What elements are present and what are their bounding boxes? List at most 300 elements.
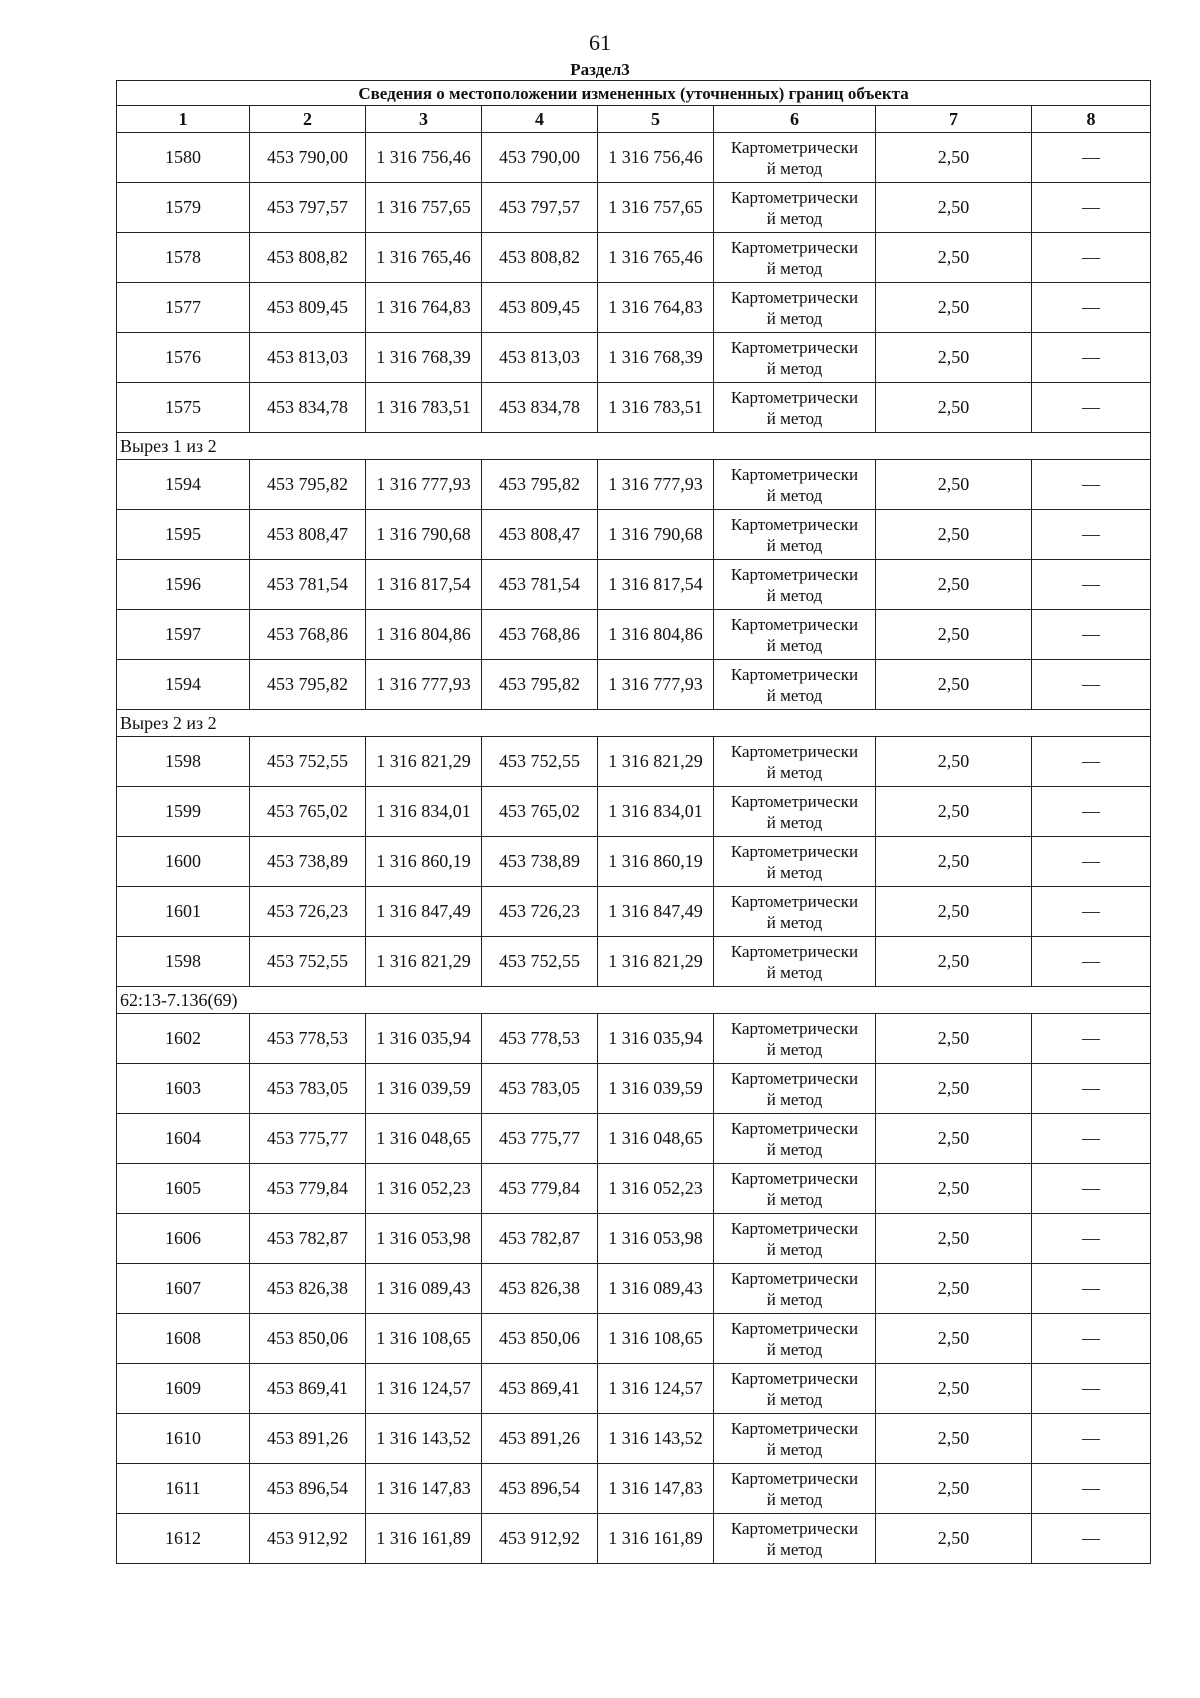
table-row: [117, 1214, 1151, 1264]
description-cell: —: [1032, 737, 1151, 787]
new-x-cell: 453 781,54: [482, 560, 598, 610]
new-x-cell: 453 826,38: [482, 1264, 598, 1314]
table-row: [117, 460, 1151, 510]
method-line-1: Картометрически: [730, 1468, 859, 1488]
table-group-row: [117, 710, 1151, 737]
description-cell: —: [1032, 283, 1151, 333]
existing-x-cell: 453 752,55: [250, 737, 366, 787]
existing-x-cell: 453 778,53: [250, 1014, 366, 1064]
method-line-1: Картометрически: [730, 1118, 859, 1138]
new-x-cell: 453 752,55: [482, 937, 598, 987]
new-y-cell: 1 316 821,29: [598, 937, 714, 987]
existing-y-cell: 1 316 790,68: [366, 510, 482, 560]
point-number-cell: 1606: [117, 1214, 250, 1264]
new-y-cell: 1 316 053,98: [598, 1214, 714, 1264]
table-row: [117, 937, 1151, 987]
method-cell: [714, 1164, 876, 1214]
method-line-1: Картометрически: [730, 564, 859, 584]
table-row: [117, 787, 1151, 837]
method-line-1: Картометрически: [730, 1068, 859, 1088]
method-line-1: Картометрически: [730, 841, 859, 861]
description-cell: —: [1032, 1414, 1151, 1464]
new-y-cell: 1 316 035,94: [598, 1014, 714, 1064]
new-y-cell: 1 316 768,39: [598, 333, 714, 383]
description-cell: —: [1032, 233, 1151, 283]
description-cell: —: [1032, 887, 1151, 937]
new-x-cell: 453 768,86: [482, 610, 598, 660]
table-row: [117, 1064, 1151, 1114]
method-line-1: Картометрически: [730, 1368, 859, 1388]
existing-x-cell: 453 896,54: [250, 1464, 366, 1514]
method-line-2: й метод: [766, 535, 823, 555]
point-number-cell: 1611: [117, 1464, 250, 1514]
description-cell: —: [1032, 1314, 1151, 1364]
point-number-cell: 1599: [117, 787, 250, 837]
description-cell: —: [1032, 1164, 1151, 1214]
point-number-cell: 1595: [117, 510, 250, 560]
table-row: [117, 1464, 1151, 1514]
accuracy-cell: 2,50: [876, 937, 1032, 987]
new-x-cell: 453 738,89: [482, 837, 598, 887]
method-line-2: й метод: [766, 1489, 823, 1509]
new-y-cell: 1 316 847,49: [598, 887, 714, 937]
method-cell: [714, 837, 876, 887]
description-cell: —: [1032, 183, 1151, 233]
existing-x-cell: 453 808,47: [250, 510, 366, 560]
method-cell: [714, 233, 876, 283]
new-y-cell: 1 316 764,83: [598, 283, 714, 333]
table-group-row: [117, 987, 1151, 1014]
existing-x-cell: 453 826,38: [250, 1264, 366, 1314]
existing-y-cell: 1 316 757,65: [366, 183, 482, 233]
method-line-1: Картометрически: [730, 1168, 859, 1188]
method-cell: [714, 460, 876, 510]
description-cell: —: [1032, 660, 1151, 710]
method-cell: [714, 383, 876, 433]
method-line-1: Картометрически: [730, 741, 859, 761]
existing-x-cell: 453 869,41: [250, 1364, 366, 1414]
method-line-2: й метод: [766, 1239, 823, 1259]
existing-y-cell: 1 316 804,86: [366, 610, 482, 660]
method-line-2: й метод: [766, 1139, 823, 1159]
method-line-2: й метод: [766, 1389, 823, 1409]
table-row: [117, 660, 1151, 710]
existing-y-cell: 1 316 821,29: [366, 937, 482, 987]
existing-y-cell: 1 316 053,98: [366, 1214, 482, 1264]
table-row: [117, 183, 1151, 233]
new-x-cell: 453 726,23: [482, 887, 598, 937]
table-row: [117, 610, 1151, 660]
existing-y-cell: 1 316 860,19: [366, 837, 482, 887]
existing-x-cell: 453 834,78: [250, 383, 366, 433]
description-cell: —: [1032, 383, 1151, 433]
existing-y-cell: 1 316 147,83: [366, 1464, 482, 1514]
method-cell: [714, 1264, 876, 1314]
method-line-2: й метод: [766, 408, 823, 428]
method-line-2: й метод: [766, 812, 823, 832]
description-cell: —: [1032, 1014, 1151, 1064]
point-number-cell: 1575: [117, 383, 250, 433]
new-y-cell: 1 316 860,19: [598, 837, 714, 887]
existing-x-cell: 453 808,82: [250, 233, 366, 283]
method-line-2: й метод: [766, 1339, 823, 1359]
existing-y-cell: 1 316 777,93: [366, 460, 482, 510]
description-cell: —: [1032, 560, 1151, 610]
new-x-cell: 453 795,82: [482, 460, 598, 510]
accuracy-cell: 2,50: [876, 837, 1032, 887]
existing-x-cell: 453 809,45: [250, 283, 366, 333]
new-y-cell: 1 316 147,83: [598, 1464, 714, 1514]
method-cell: [714, 610, 876, 660]
table-caption-row: [117, 81, 1151, 106]
new-x-cell: 453 809,45: [482, 283, 598, 333]
new-x-cell: 453 765,02: [482, 787, 598, 837]
method-line-2: й метод: [766, 685, 823, 705]
method-line-2: й метод: [766, 762, 823, 782]
method-cell: [714, 283, 876, 333]
new-x-cell: 453 808,47: [482, 510, 598, 560]
table-row: [117, 283, 1151, 333]
existing-y-cell: 1 316 768,39: [366, 333, 482, 383]
existing-y-cell: 1 316 108,65: [366, 1314, 482, 1364]
new-y-cell: 1 316 765,46: [598, 233, 714, 283]
new-x-cell: 453 790,00: [482, 133, 598, 183]
accuracy-cell: 2,50: [876, 737, 1032, 787]
existing-y-cell: 1 316 847,49: [366, 887, 482, 937]
existing-y-cell: 1 316 777,93: [366, 660, 482, 710]
group-label: 62:13-7.136(69): [117, 987, 1151, 1014]
point-number-cell: 1602: [117, 1014, 250, 1064]
method-cell: [714, 737, 876, 787]
method-line-2: й метод: [766, 208, 823, 228]
method-cell: [714, 333, 876, 383]
table-caption: Сведения о местоположении измененных (уточненных) границ объекта: [117, 81, 1151, 106]
table-row: [117, 1264, 1151, 1314]
method-line-1: Картометрически: [730, 237, 859, 257]
existing-x-cell: 453 775,77: [250, 1114, 366, 1164]
new-y-cell: 1 316 048,65: [598, 1114, 714, 1164]
method-cell: [714, 133, 876, 183]
point-number-cell: 1598: [117, 937, 250, 987]
point-number-cell: 1601: [117, 887, 250, 937]
existing-x-cell: 453 783,05: [250, 1064, 366, 1114]
existing-x-cell: 453 765,02: [250, 787, 366, 837]
point-number-cell: 1598: [117, 737, 250, 787]
existing-y-cell: 1 316 089,43: [366, 1264, 482, 1314]
description-cell: —: [1032, 787, 1151, 837]
new-y-cell: 1 316 783,51: [598, 383, 714, 433]
method-line-1: Картометрически: [730, 137, 859, 157]
method-cell: [714, 560, 876, 610]
new-y-cell: 1 316 124,57: [598, 1364, 714, 1414]
point-number-cell: 1576: [117, 333, 250, 383]
accuracy-cell: 2,50: [876, 887, 1032, 937]
table-row: [117, 133, 1151, 183]
column-number-header: 5: [598, 106, 714, 133]
new-y-cell: 1 316 777,93: [598, 460, 714, 510]
new-x-cell: 453 896,54: [482, 1464, 598, 1514]
page-number: 61: [589, 30, 611, 55]
point-number-cell: 1579: [117, 183, 250, 233]
table-row: [117, 383, 1151, 433]
method-line-2: й метод: [766, 1089, 823, 1109]
point-number-cell: 1609: [117, 1364, 250, 1414]
table-body: [117, 133, 1151, 1564]
new-x-cell: 453 783,05: [482, 1064, 598, 1114]
description-cell: —: [1032, 1364, 1151, 1414]
table-row: [117, 333, 1151, 383]
table-row: [117, 233, 1151, 283]
description-cell: —: [1032, 333, 1151, 383]
method-line-2: й метод: [766, 862, 823, 882]
new-x-cell: 453 808,82: [482, 233, 598, 283]
accuracy-cell: 2,50: [876, 1114, 1032, 1164]
existing-y-cell: 1 316 161,89: [366, 1514, 482, 1564]
description-cell: —: [1032, 837, 1151, 887]
new-x-cell: 453 752,55: [482, 737, 598, 787]
method-line-1: Картометрически: [730, 664, 859, 684]
table-row: [117, 1114, 1151, 1164]
new-x-cell: 453 850,06: [482, 1314, 598, 1364]
point-number-cell: 1578: [117, 233, 250, 283]
existing-x-cell: 453 768,86: [250, 610, 366, 660]
method-line-1: Картометрически: [730, 1318, 859, 1338]
description-cell: —: [1032, 133, 1151, 183]
accuracy-cell: 2,50: [876, 333, 1032, 383]
method-cell: [714, 1214, 876, 1264]
method-line-1: Картометрически: [730, 337, 859, 357]
description-cell: —: [1032, 1264, 1151, 1314]
table-row: [117, 1514, 1151, 1564]
table-row: [117, 1314, 1151, 1364]
column-number-header: 7: [876, 106, 1032, 133]
method-cell: [714, 183, 876, 233]
accuracy-cell: 2,50: [876, 283, 1032, 333]
point-number-cell: 1580: [117, 133, 250, 183]
existing-y-cell: 1 316 756,46: [366, 133, 482, 183]
point-number-cell: 1607: [117, 1264, 250, 1314]
method-line-2: й метод: [766, 1539, 823, 1559]
method-cell: [714, 1114, 876, 1164]
table-row: [117, 1164, 1151, 1214]
method-line-1: Картометрически: [730, 1418, 859, 1438]
new-y-cell: 1 316 039,59: [598, 1064, 714, 1114]
accuracy-cell: 2,50: [876, 1514, 1032, 1564]
new-x-cell: 453 891,26: [482, 1414, 598, 1464]
accuracy-cell: 2,50: [876, 560, 1032, 610]
accuracy-cell: 2,50: [876, 1014, 1032, 1064]
existing-y-cell: 1 316 764,83: [366, 283, 482, 333]
method-cell: [714, 1514, 876, 1564]
existing-y-cell: 1 316 834,01: [366, 787, 482, 837]
point-number-cell: 1603: [117, 1064, 250, 1114]
table-row: [117, 510, 1151, 560]
method-cell: [714, 887, 876, 937]
column-number-header: 8: [1032, 106, 1151, 133]
existing-y-cell: 1 316 124,57: [366, 1364, 482, 1414]
new-x-cell: 453 912,92: [482, 1514, 598, 1564]
group-label: Вырез 2 из 2: [117, 710, 1151, 737]
method-line-2: й метод: [766, 308, 823, 328]
method-cell: [714, 1064, 876, 1114]
existing-y-cell: 1 316 143,52: [366, 1414, 482, 1464]
accuracy-cell: 2,50: [876, 133, 1032, 183]
method-cell: [714, 937, 876, 987]
accuracy-cell: 2,50: [876, 510, 1032, 560]
accuracy-cell: 2,50: [876, 1364, 1032, 1414]
method-line-2: й метод: [766, 1439, 823, 1459]
existing-x-cell: 453 790,00: [250, 133, 366, 183]
new-y-cell: 1 316 757,65: [598, 183, 714, 233]
existing-x-cell: 453 797,57: [250, 183, 366, 233]
table-row: [117, 560, 1151, 610]
method-line-1: Картометрически: [730, 287, 859, 307]
table-row: [117, 887, 1151, 937]
method-line-1: Картометрически: [730, 614, 859, 634]
accuracy-cell: 2,50: [876, 460, 1032, 510]
existing-x-cell: 453 795,82: [250, 460, 366, 510]
point-number-cell: 1604: [117, 1114, 250, 1164]
point-number-cell: 1594: [117, 460, 250, 510]
new-y-cell: 1 316 834,01: [598, 787, 714, 837]
description-cell: —: [1032, 510, 1151, 560]
description-cell: —: [1032, 1464, 1151, 1514]
existing-x-cell: 453 738,89: [250, 837, 366, 887]
method-cell: [714, 510, 876, 560]
method-cell: [714, 1464, 876, 1514]
new-x-cell: 453 869,41: [482, 1364, 598, 1414]
method-line-2: й метод: [766, 485, 823, 505]
existing-x-cell: 453 891,26: [250, 1414, 366, 1464]
point-number-cell: 1597: [117, 610, 250, 660]
new-x-cell: 453 778,53: [482, 1014, 598, 1064]
description-cell: —: [1032, 1514, 1151, 1564]
method-line-2: й метод: [766, 158, 823, 178]
new-x-cell: 453 813,03: [482, 333, 598, 383]
existing-x-cell: 453 912,92: [250, 1514, 366, 1564]
point-number-cell: 1596: [117, 560, 250, 610]
new-y-cell: 1 316 790,68: [598, 510, 714, 560]
accuracy-cell: 2,50: [876, 787, 1032, 837]
point-number-cell: 1600: [117, 837, 250, 887]
coordinates-table: [116, 80, 1151, 1564]
new-y-cell: 1 316 756,46: [598, 133, 714, 183]
existing-x-cell: 453 752,55: [250, 937, 366, 987]
accuracy-cell: 2,50: [876, 1264, 1032, 1314]
point-number-cell: 1605: [117, 1164, 250, 1214]
point-number-cell: 1577: [117, 283, 250, 333]
group-label: Вырез 1 из 2: [117, 433, 1151, 460]
method-cell: [714, 1414, 876, 1464]
new-y-cell: 1 316 161,89: [598, 1514, 714, 1564]
method-line-2: й метод: [766, 1039, 823, 1059]
accuracy-cell: 2,50: [876, 660, 1032, 710]
method-line-1: Картометрически: [730, 1218, 859, 1238]
accuracy-cell: 2,50: [876, 1214, 1032, 1264]
existing-x-cell: 453 850,06: [250, 1314, 366, 1364]
method-line-1: Картометрически: [730, 187, 859, 207]
existing-y-cell: 1 316 039,59: [366, 1064, 482, 1114]
accuracy-cell: 2,50: [876, 1314, 1032, 1364]
table-row: [117, 1414, 1151, 1464]
column-number-header: 4: [482, 106, 598, 133]
accuracy-cell: 2,50: [876, 1464, 1032, 1514]
table-row: [117, 1364, 1151, 1414]
method-line-2: й метод: [766, 358, 823, 378]
existing-y-cell: 1 316 765,46: [366, 233, 482, 283]
existing-y-cell: 1 316 783,51: [366, 383, 482, 433]
existing-x-cell: 453 795,82: [250, 660, 366, 710]
method-line-2: й метод: [766, 585, 823, 605]
accuracy-cell: 2,50: [876, 1414, 1032, 1464]
accuracy-cell: 2,50: [876, 383, 1032, 433]
accuracy-cell: 2,50: [876, 183, 1032, 233]
accuracy-cell: 2,50: [876, 233, 1032, 283]
new-x-cell: 453 782,87: [482, 1214, 598, 1264]
method-line-2: й метод: [766, 258, 823, 278]
point-number-cell: 1610: [117, 1414, 250, 1464]
description-cell: —: [1032, 1114, 1151, 1164]
new-x-cell: 453 779,84: [482, 1164, 598, 1214]
method-line-1: Картометрически: [730, 941, 859, 961]
description-cell: —: [1032, 460, 1151, 510]
existing-x-cell: 453 781,54: [250, 560, 366, 610]
new-y-cell: 1 316 821,29: [598, 737, 714, 787]
new-y-cell: 1 316 143,52: [598, 1414, 714, 1464]
new-y-cell: 1 316 817,54: [598, 560, 714, 610]
new-y-cell: 1 316 052,23: [598, 1164, 714, 1214]
new-y-cell: 1 316 777,93: [598, 660, 714, 710]
column-number-row: [117, 106, 1151, 133]
method-line-2: й метод: [766, 1189, 823, 1209]
column-number-header: 2: [250, 106, 366, 133]
description-cell: —: [1032, 1214, 1151, 1264]
method-line-1: Картометрически: [730, 891, 859, 911]
accuracy-cell: 2,50: [876, 1064, 1032, 1114]
new-y-cell: 1 316 089,43: [598, 1264, 714, 1314]
point-number-cell: 1612: [117, 1514, 250, 1564]
new-x-cell: 453 795,82: [482, 660, 598, 710]
description-cell: —: [1032, 1064, 1151, 1114]
method-cell: [714, 660, 876, 710]
new-y-cell: 1 316 804,86: [598, 610, 714, 660]
existing-x-cell: 453 782,87: [250, 1214, 366, 1264]
method-cell: [714, 1014, 876, 1064]
existing-y-cell: 1 316 052,23: [366, 1164, 482, 1214]
column-number-header: 3: [366, 106, 482, 133]
method-line-2: й метод: [766, 635, 823, 655]
method-line-1: Картометрически: [730, 514, 859, 534]
accuracy-cell: 2,50: [876, 1164, 1032, 1214]
point-number-cell: 1608: [117, 1314, 250, 1364]
method-line-1: Картометрически: [730, 791, 859, 811]
method-line-2: й метод: [766, 1289, 823, 1309]
new-x-cell: 453 775,77: [482, 1114, 598, 1164]
point-number-cell: 1594: [117, 660, 250, 710]
method-line-1: Картометрически: [730, 1018, 859, 1038]
column-number-header: 6: [714, 106, 876, 133]
existing-x-cell: 453 813,03: [250, 333, 366, 383]
description-cell: —: [1032, 937, 1151, 987]
existing-y-cell: 1 316 035,94: [366, 1014, 482, 1064]
method-line-2: й метод: [766, 912, 823, 932]
method-cell: [714, 1364, 876, 1414]
new-y-cell: 1 316 108,65: [598, 1314, 714, 1364]
description-cell: —: [1032, 610, 1151, 660]
new-x-cell: 453 797,57: [482, 183, 598, 233]
accuracy-cell: 2,50: [876, 610, 1032, 660]
table-row: [117, 737, 1151, 787]
